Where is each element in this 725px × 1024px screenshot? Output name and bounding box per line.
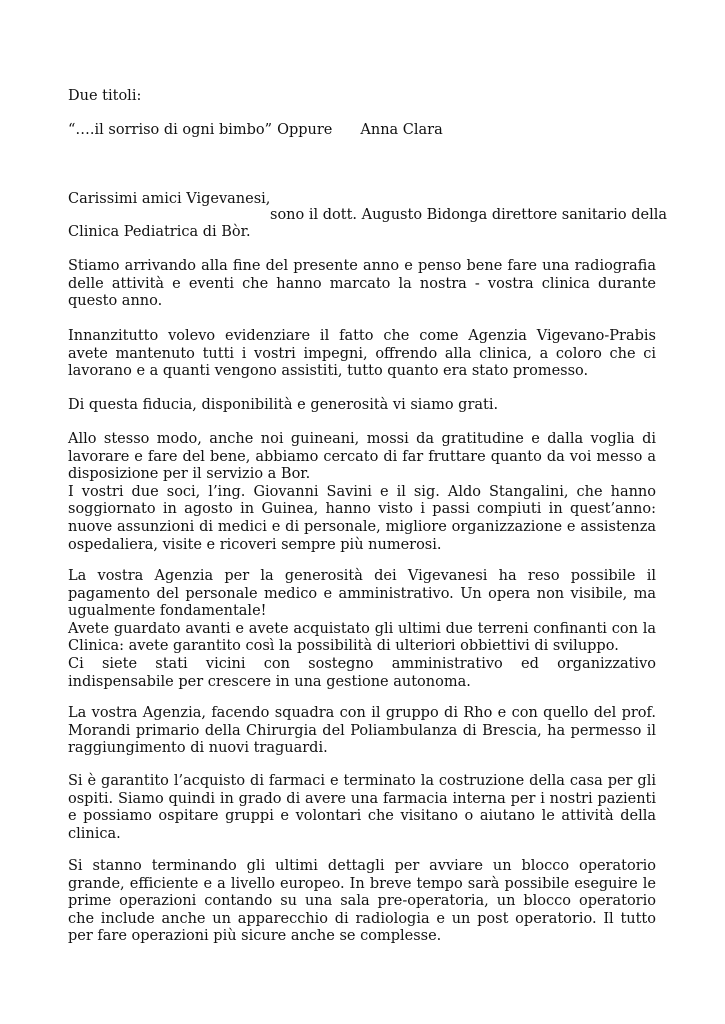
paragraph-text: Si stanno terminando gli ultimi dettagli per avviare un blocco operatorio grande, efficiente e a livello europeo. In breve tempo sarà possibile eseguire le prime operazioni contando su una sala pre-operatoria, un blocco operatorio che include anche un apparecchio di radiologia e un post operatorio. Il tutto per fare operazioni più sicure anche se complesse.: [68, 858, 656, 945]
paragraph-text: Allo stesso modo, anche noi guineani, mossi da gratitudine e dalla voglia di lavorare e fare del bene, abbiamo cercato di far fruttare quanto da voi messo a disposizione per il servizio a Bor.: [68, 431, 656, 483]
salutation: Carissimi amici Vigevanesi,: [68, 191, 271, 207]
intro-line-1: sono il dott. Augusto Bidonga direttore sanitario della: [270, 207, 667, 223]
paragraph-pharmacy-guesthouse: [68, 773, 656, 843]
titles-connector: Oppure: [277, 122, 333, 138]
paragraph-text: Ci siete stati vicini con sostegno amministrativo ed organizzativo indispensabile per crescere in una gestione autonoma.: [68, 655, 656, 690]
titles-row: [68, 121, 443, 139]
paragraph-text: Innanzitutto volevo evidenziare il fatto che come Agenzia Vigevano-Prabis avete mantenuto tutti i vostri impegni, offrendo alla clinica, a coloro che ci lavorano e a quanti vengono assistiti, tutto quanto era stato promesso.: [68, 328, 656, 380]
paragraph-guinea-efforts: [68, 431, 656, 554]
paragraph-text: I vostri due soci, l’ing. Giovanni Savini e il sig. Aldo Stangalini, che hanno soggiornato in agosto in Guinea, hanno visto i passi compiuti in quest’anno: nuove assunzioni di medici e di personale, migliore organizzazione e assistenza ospedaliera, visite e ricoveri sempre più numerosi.: [68, 483, 656, 553]
paragraph-operating-block: [68, 858, 656, 946]
paragraph-gratitude: [68, 397, 656, 415]
intro-line-2: Clinica Pediatrica di Bòr.: [68, 224, 251, 240]
titles-label: Due titoli:: [68, 88, 142, 104]
paragraph-text: La vostra Agenzia, facendo squadra con il gruppo di Rho e con quello del prof. Morandi primario della Chirurgia del Poliambulanza di Brescia, ha permesso il raggiungimento di nuovi traguardi.: [68, 705, 656, 757]
paragraph-text: Stiamo arrivando alla fine del presente anno e penso bene fare una radiografia delle attività e eventi che hanno marcato la nostra - vostra clinica durante questo anno.: [68, 258, 656, 310]
paragraph-text: La vostra Agenzia per la generosità dei Vigevanesi ha reso possibile il pagamento del personale medico e amministrativo. Un opera non visibile, ma ugualmente fondamentale!: [68, 568, 656, 620]
paragraph-text: Avete guardato avanti e avete acquistato gli ultimi due terreni confinanti con la Clinica: avete garantito così la possibilità di ulteriori obbiettivi di sviluppo.: [68, 620, 656, 655]
paragraph-teamwork: [68, 705, 656, 758]
paragraph-commitments: [68, 328, 656, 381]
paragraph-agency-support: [68, 568, 656, 691]
paragraph-text: Di questa fiducia, disponibilità e generosità vi siamo grati.: [68, 397, 499, 413]
title-option-smile: “….il sorriso di ogni bimbo”: [68, 122, 273, 138]
paragraph-year-review: [68, 258, 656, 311]
paragraph-text: Si è garantito l’acquisto di farmaci e terminato la costruzione della casa per gli ospiti. Siamo quindi in grado di avere una farmacia interna per i nostri pazienti e possiamo ospitare gruppi e volontari che visitano o aiutano le attività della clinica.: [68, 773, 656, 842]
title-option-anna-clara: Anna Clara: [360, 122, 443, 138]
